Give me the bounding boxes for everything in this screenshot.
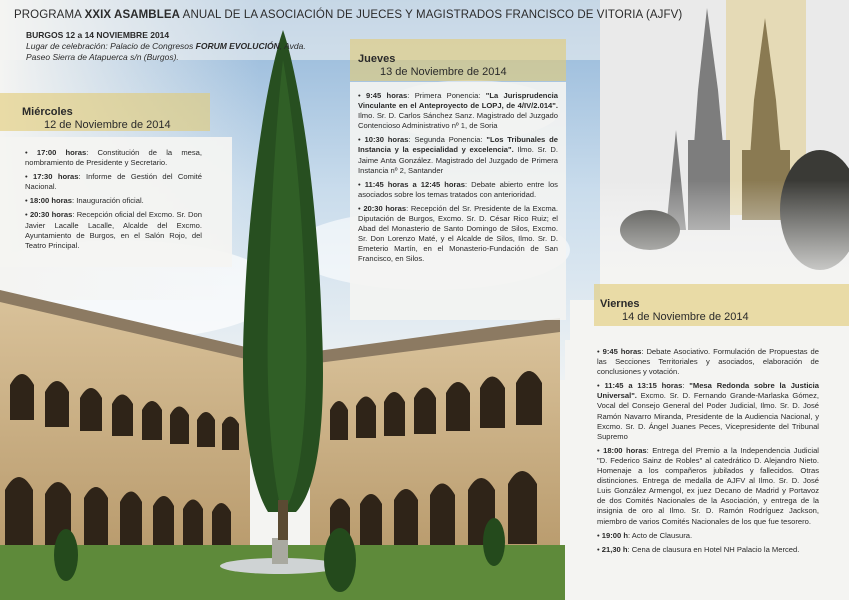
- event-venue: Lugar de celebración: Palacio de Congresos FORUM EVOLUCIÓN, Avda. Paseo Sierra de Atapuerca s/n (Burgos).: [26, 41, 306, 62]
- schedule-item: • 20:30 horas: Recepción oficial del Excmo. Sr. Don Javier Lacalle Lacalle, Alcalde del Excmo. Ayuntamiento de Burgos, en el Salón Rojo, del Teatro Principal.: [25, 210, 202, 250]
- friday-schedule: [597, 347, 819, 559]
- day-header-thursday: Jueves 13 de Noviembre de 2014: [350, 39, 566, 81]
- schedule-item: • 18:00 horas: Inauguración oficial.: [25, 196, 144, 206]
- event-dates: BURGOS 12 a 14 NOVIEMBRE 2014: [26, 30, 170, 40]
- day-header-wednesday: Miércoles 12 de Noviembre de 2014: [0, 93, 210, 131]
- schedule-item: • 19:00 h: Acto de Clausura.: [597, 530, 693, 540]
- event-info: [26, 30, 326, 63]
- wednesday-schedule: [25, 148, 202, 255]
- page-title: PROGRAMA XXIX ASAMBLEA ANUAL DE LA ASOCIACIÓN DE JUECES Y MAGISTRADOS FRANCISCO DE VITORIA (AJFV): [14, 9, 683, 21]
- schedule-item: • 17:00 horas: Constitución de la mesa, nombramiento de Presidente y Secretario.: [25, 148, 202, 168]
- day-header-friday: Viernes 14 de Noviembre de 2014: [594, 284, 849, 326]
- schedule-item: • 10:30 horas: Segunda Ponencia: "Los Tribunales de Instancia y la especialidad y excelencia". Ilmo. Sr. D. Jaime Anta González. Magistrado del Juzgado de Primera Instancia nº 2, Santander: [358, 135, 559, 175]
- schedule-item: • 20:30 horas: Recepción del Sr. Presidente de la Excma. Diputación de Burgos, Excmo. Sr. D. César Rico Ruiz; el Abad del Monasterio de Santo Domingo de Silos, Excmo. Sr. Don Lorenzo Maté, y el Alcalde de Silos, Ilmo. Sr. D. Emeterio Martín, en el Monasterio-Fundación de San Francisco, en Silos.: [358, 203, 558, 264]
- schedule-item: • 9:45 horas: Primera Ponencia: "La Jurisprudencia Vinculante en el Anteproyecto de LOPJ, de 4/IV/2.014". Ilmo. Sr. D. Carlos Sánchez Sanz. Magistrado del Juzgado Contencioso Administrativo nº 1, de Soria: [358, 91, 558, 131]
- schedule-item: • 17:30 horas: Informe de Gestión del Comité Nacional.: [25, 172, 202, 192]
- schedule-item: • 18:00 horas: Entrega del Premio a la Independencia Judicial "D. Federico Sainz de Robles" al catedrático D. Alejandro Nieto. Homenaje a los compañeros jubilados y fallecidos. Otras distinciones. Entrega de medalla de AJFV al Ilmo. Sr. D. José Luis González Armengol, ex juez Decano de Madrid y Portavoz de dos Comités Nacionales de la Asociación, y entrega de la insignia de oro al Ilmo. Sr. D. Ramón Rodríguez Jackson, miembro de varios Comités Nacionales de los que fue tesorero.: [597, 445, 819, 526]
- schedule-item: • 21,30 h: Cena de clausura en Hotel NH Palacio la Merced.: [597, 544, 800, 554]
- schedule-item: • 11:45 a 13:15 horas: "Mesa Redonda sobre la Justicia Universal". Excmo. Sr. D. Fernando Grande-Marlaska Gómez, Vocal del Consejo General del Poder Judicial, Ilmo. Sr. D. José Ramón Navarro Miranda, Presidente de la Audiencia Nacional, y Excmo. Sr. D. Ángel Juanes Peces, Vicepresidente del Tribunal Supremo: [597, 381, 819, 441]
- schedule-item: • 9:45 horas: Debate Asociativo. Formulación de Propuestas de las Secciones Territoriales y asociados, elaboración de conclusiones y votación.: [597, 347, 819, 377]
- thursday-schedule: [358, 91, 558, 269]
- schedule-item: • 11:45 horas a 12:45 horas: Debate abierto entre los asociados sobre los temas tratados con anterioridad.: [358, 179, 558, 199]
